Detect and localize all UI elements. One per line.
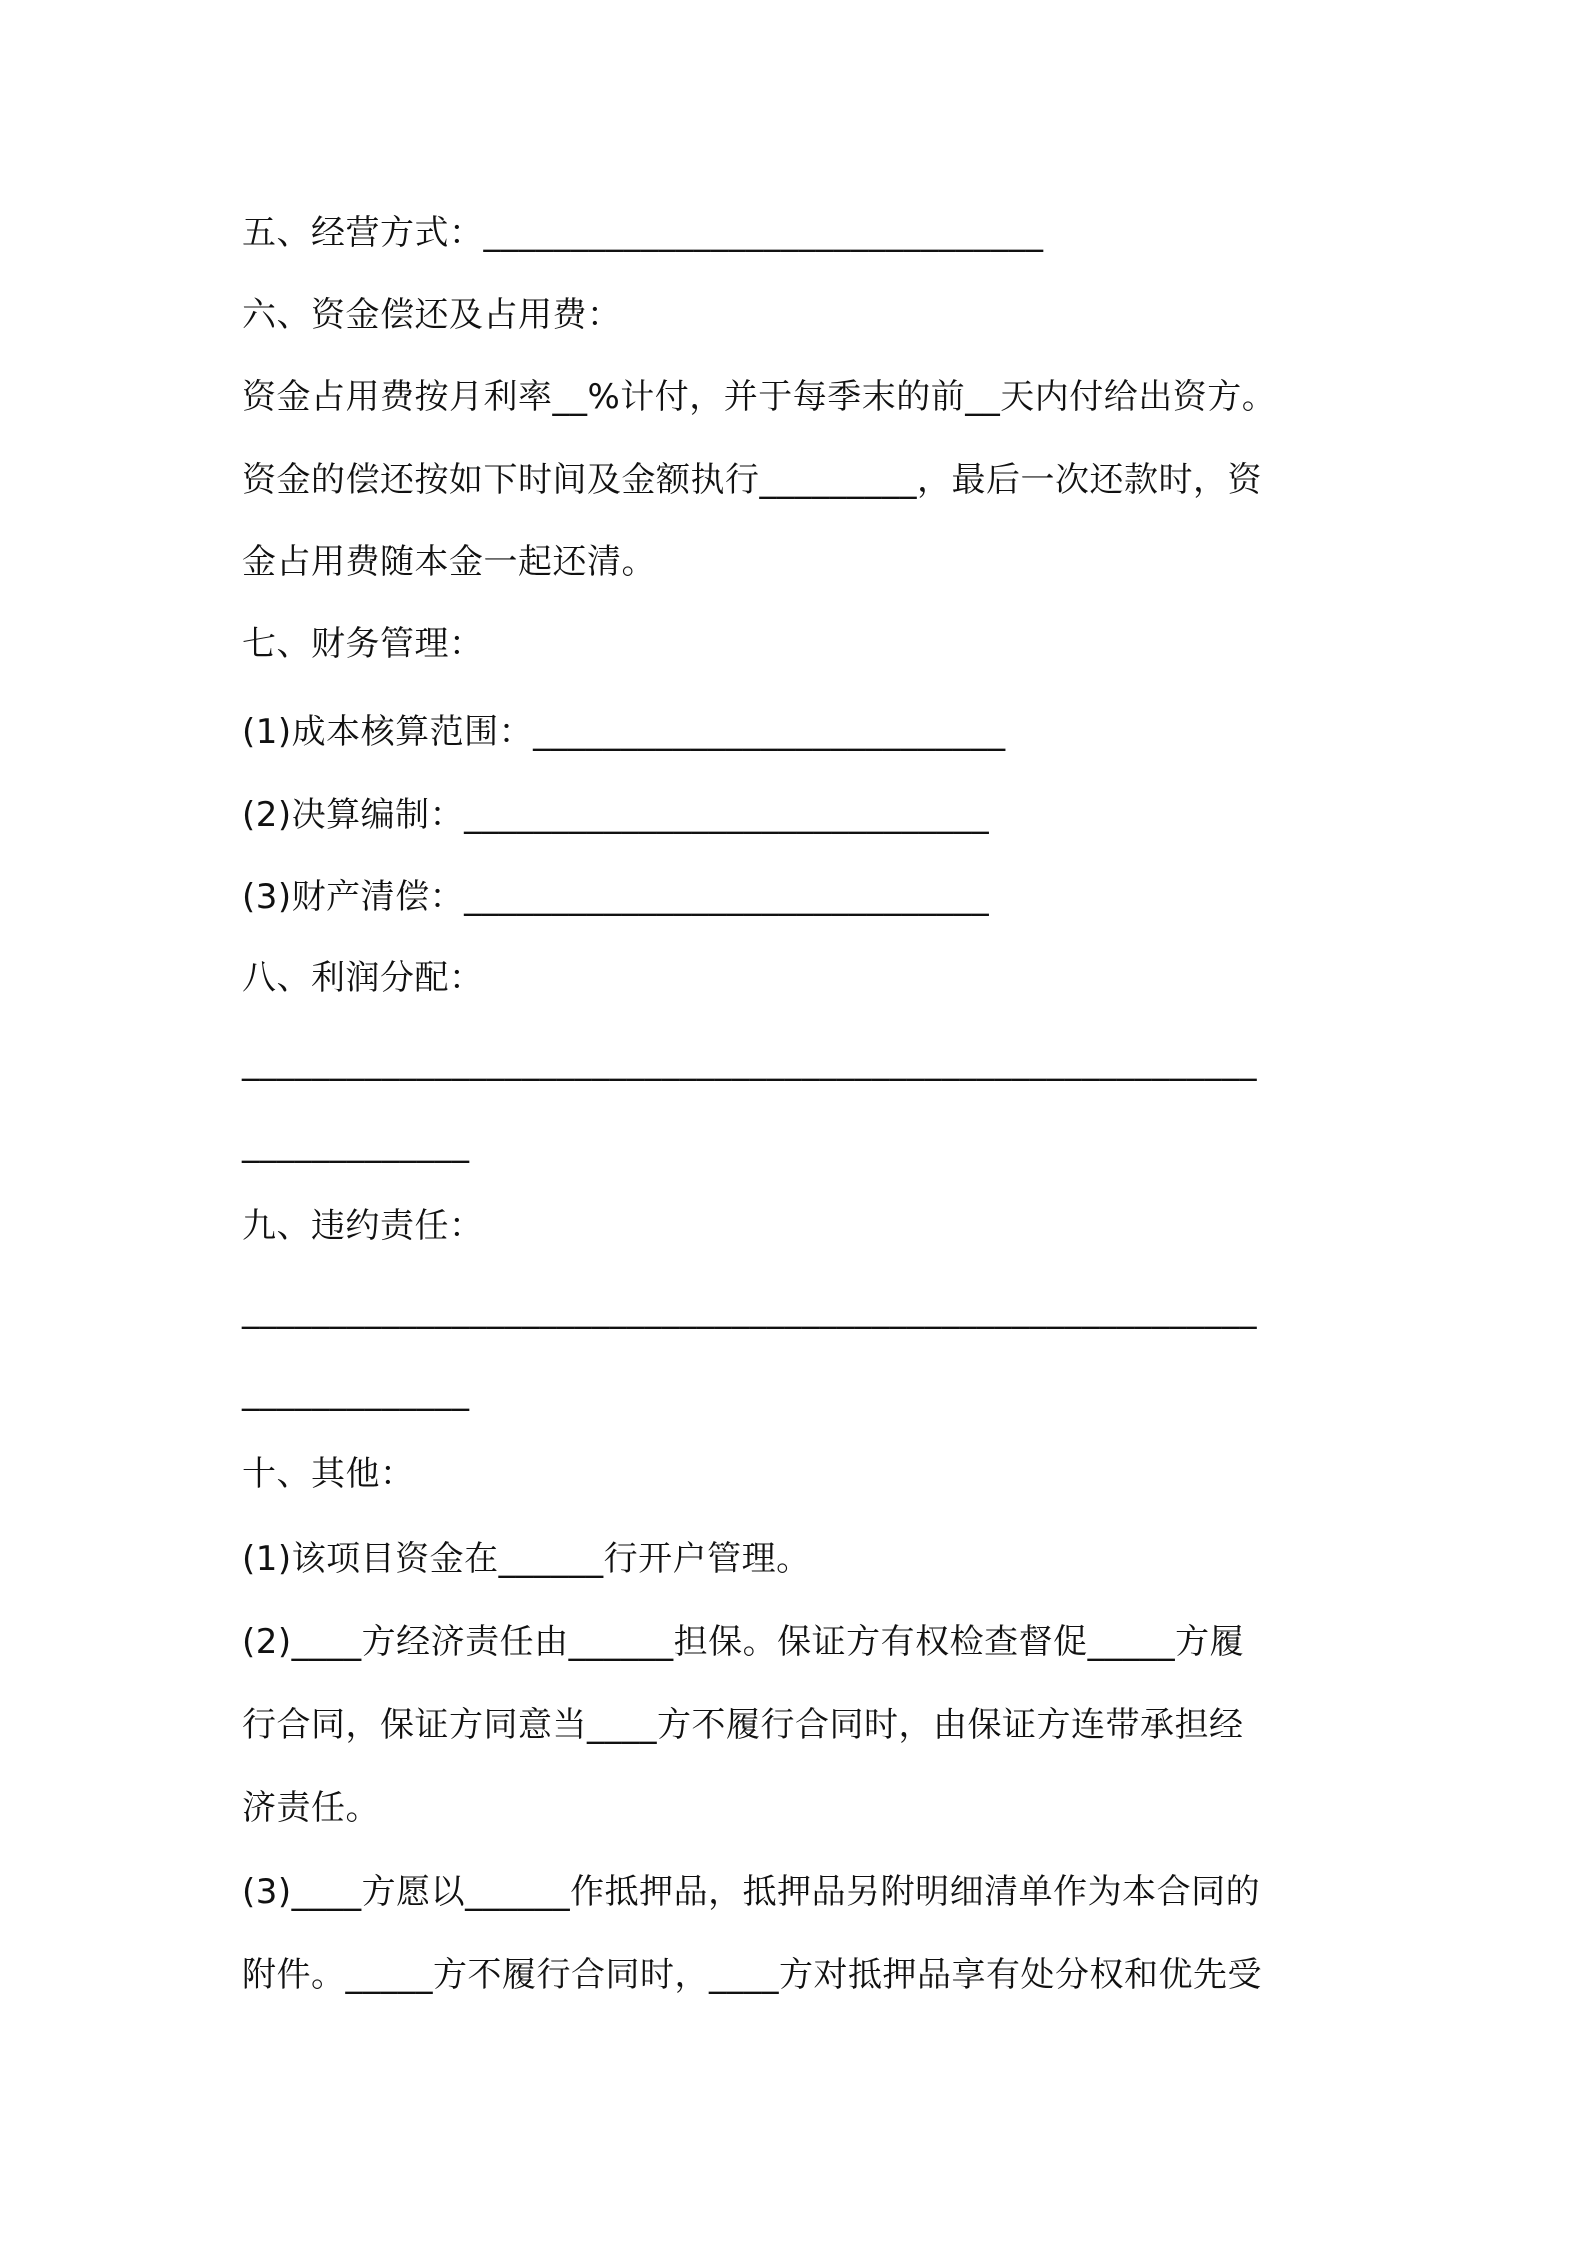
clause-8-blank-line-2: _____________	[242, 1124, 470, 1164]
clause-9-blank-line-1: __________________________________________________________	[242, 1290, 1257, 1330]
clause-10-heading: 十、其他：	[242, 1454, 415, 1494]
clause-10-item-3-line-1: (3)____方愿以______作抵押品，抵押品另附明细清单作为本合同的	[242, 1872, 1261, 1912]
clause-6-text-line-2: 资金的偿还按如下时间及金额执行_________，最后一次还款时，资	[242, 460, 1262, 500]
clause-7-item-2: (2)决算编制：______________________________	[242, 795, 990, 835]
clause-6-text-line-3: 金占用费随本金一起还清。	[242, 542, 656, 582]
clause-6-text-line-1: 资金占用费按月利率__%计付，并于每季末的前__天内付给出资方。	[242, 377, 1277, 417]
clause-7-heading: 七、财务管理：	[242, 624, 484, 664]
clause-7-item-1: (1)成本核算范围：___________________________	[242, 712, 1006, 752]
clause-6-heading: 六、资金偿还及占用费：	[242, 295, 622, 335]
clause-8-heading: 八、利润分配：	[242, 958, 484, 998]
clause-9-heading: 九、违约责任：	[242, 1206, 484, 1246]
clause-5-operation-mode: 五、经营方式：________________________________	[242, 213, 1044, 253]
clause-10-item-1: (1)该项目资金在______行开户管理。	[242, 1539, 811, 1579]
clause-10-item-3-line-2: 附件。_____方不履行合同时，____方对抵押品享有处分权和优先受	[242, 1955, 1262, 1995]
clause-9-blank-line-2: _____________	[242, 1372, 470, 1412]
clause-10-item-2-line-3: 济责任。	[242, 1788, 380, 1828]
clause-10-item-2-line-1: (2)____方经济责任由______担保。保证方有权检查督促_____方履	[242, 1622, 1245, 1662]
clause-7-item-3: (3)财产清偿：______________________________	[242, 877, 990, 917]
clause-10-item-2-line-2: 行合同，保证方同意当____方不履行合同时，由保证方连带承担经	[242, 1705, 1244, 1745]
clause-8-blank-line-1: __________________________________________________________	[242, 1042, 1257, 1082]
